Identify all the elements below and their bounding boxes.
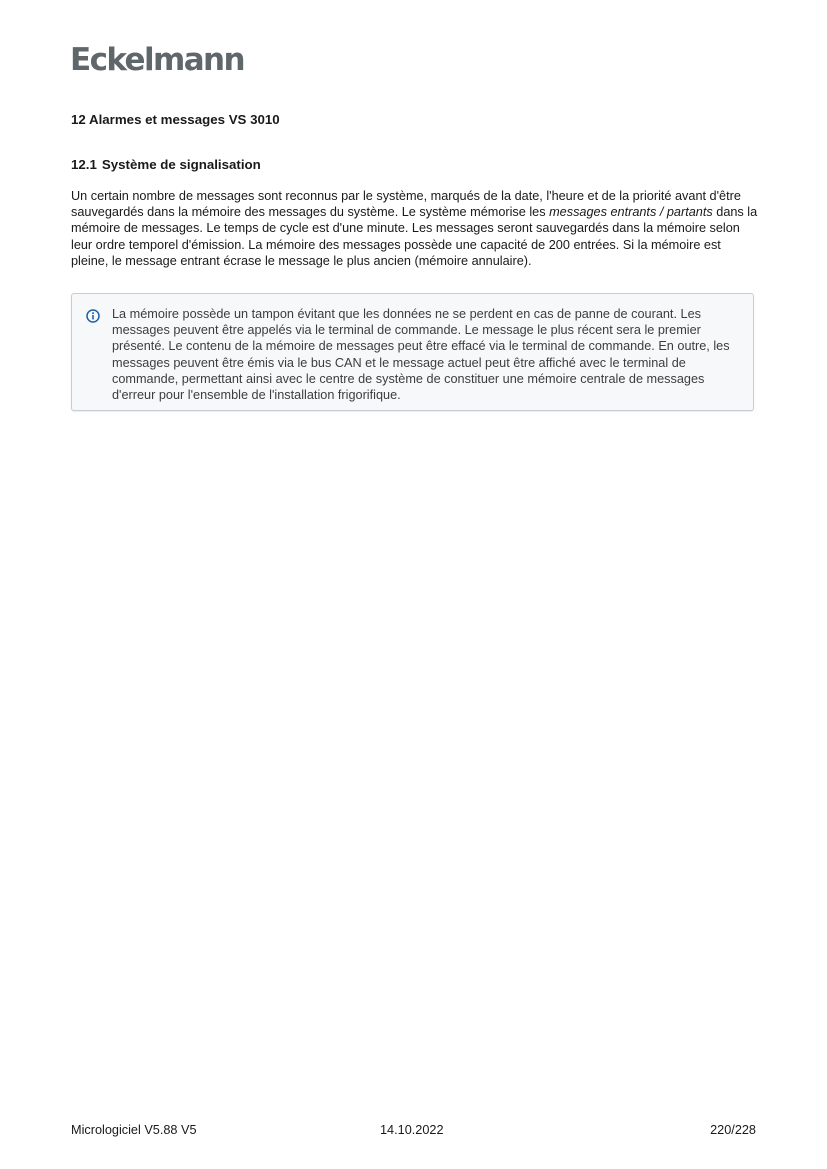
body-text-part2: dans la mémoire de messages. Le temps de cycle est d'une minute. Les messages seront sauvegardés dans la mémoire selon leur ordre temporel d'émission. La mémoire des messages possède une capacité de 200 entrées. Si la mémoire est pleine, le message entrant écrase le message le plus ancien (mémoire annulaire). [71,205,758,268]
section-title-text: Système de signalisation [101,157,261,172]
info-icon [86,309,100,323]
section-number: 12.1 [71,157,97,172]
chapter-title: 12 Alarmes et messages VS 3010 [71,112,280,127]
footer-page-number: 220/228 [710,1123,756,1137]
company-logo: Eckelmann [70,42,244,78]
body-text-part1: Un certain nombre de messages sont reconnus par le système, marqués de la date, l'heure et de la priorité avant d'être sauvegardés dans la mémoire des messages du système. Le système mémorise les [71,189,741,220]
info-box-text: La mémoire possède un tampon évitant que les données ne se perdent en cas de panne de courant. Les messages peuvent être appelés via le terminal de commande. Le message le plus récent sera le premier présenté. Le contenu de la mémoire de messages peut être effacé via le terminal de commande. En outre, les messages peuvent être émis via le bus CAN et le message actuel peut être affiché avec le terminal de commande, permettant ainsi avec le centre de système de constituer une mémoire centrale de messages d'erreur pour l'ensemble de l'installation frigorifique. [112,307,730,403]
footer-date: 14.10.2022 [380,1123,444,1137]
body-paragraph [71,188,761,269]
section-title [71,157,261,173]
footer-firmware-version: Micrologiciel V5.88 V5 [71,1123,197,1137]
body-text-emphasis: messages entrants / partants [549,205,713,220]
info-box [71,293,754,411]
